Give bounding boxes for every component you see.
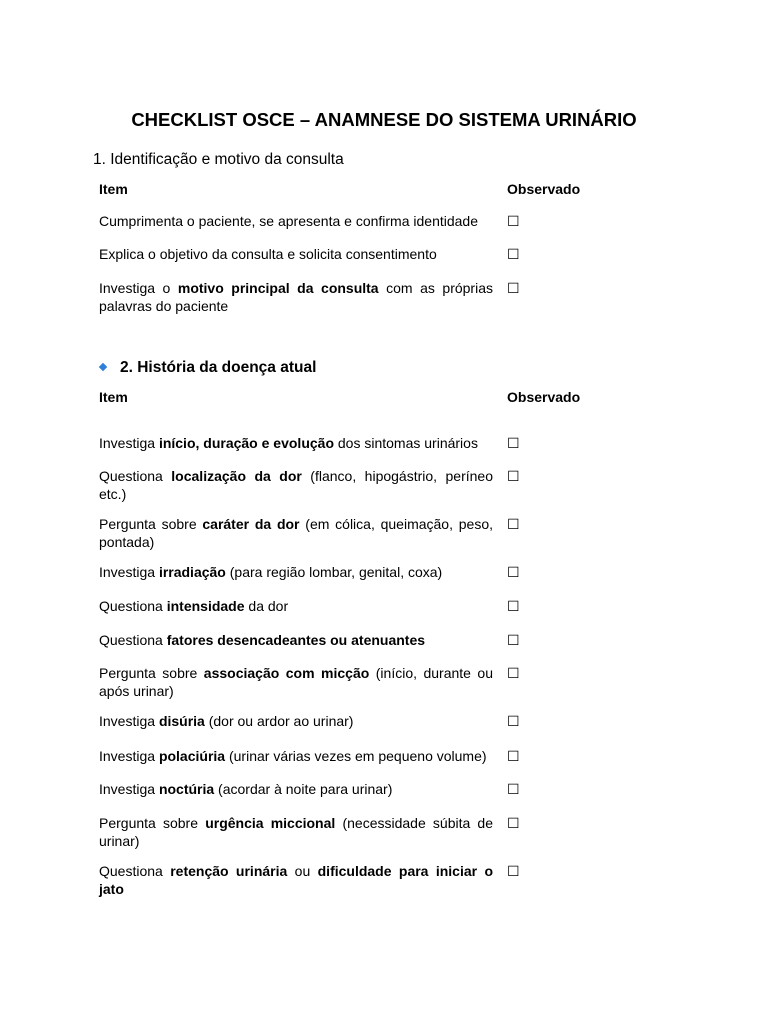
checkbox-icon[interactable]: ☐: [507, 599, 520, 615]
text: Questiona: [99, 863, 171, 879]
checklist-item-text: [99, 712, 507, 747]
table-row: [99, 664, 607, 712]
text: (urinar várias vezes em pequeno volume): [225, 748, 487, 764]
checklist-table: [99, 388, 607, 902]
column-header-observed: Observado: [507, 389, 581, 405]
checklist-item-text: [99, 862, 507, 902]
bold-text: localização da dor: [171, 468, 302, 484]
text: Investiga: [99, 713, 159, 729]
section-heading: 2. História da doença atual: [92, 358, 607, 378]
checklist-item-text: [99, 814, 507, 862]
section-heading: 1. Identificação e motivo da consulta: [93, 151, 344, 168]
diamond-bullet-icon: [99, 363, 107, 371]
text: (flanco, hipogástrio, períneo etc.): [99, 468, 493, 502]
text: Explica o objetivo da consulta e solicita consentimento: [99, 246, 437, 262]
text: (necessidade súbita de urinar): [99, 815, 494, 849]
text: (para região lombar, genital, coxa): [225, 564, 443, 580]
page-title: CHECKLIST OSCE – ANAMNESE DO SISTEMA URINÁRIO: [131, 109, 637, 130]
bold-text: dificuldade para iniciar o jato: [99, 863, 494, 897]
bold-text: início, duração e evolução: [158, 435, 334, 451]
table-row: [99, 780, 607, 814]
text: ou: [287, 863, 318, 879]
checklist-item-text: [99, 515, 507, 563]
text: com as próprias palavras do paciente: [99, 280, 493, 314]
text: (em cólica, queimação, peso, pontada): [99, 516, 494, 550]
checkbox-icon[interactable]: ☐: [507, 816, 520, 832]
checkbox-icon[interactable]: ☐: [507, 782, 520, 798]
checklist-item-text: [99, 631, 507, 664]
text: Investiga: [99, 748, 159, 764]
bold-text: polaciúria: [158, 748, 226, 764]
checkbox-icon[interactable]: ☐: [507, 436, 520, 452]
table-row: [99, 515, 607, 563]
checklist-item-text: [99, 245, 507, 279]
table-row: [99, 245, 607, 279]
column-header-item: Item: [99, 389, 128, 405]
text: Pergunta sobre: [99, 665, 204, 681]
column-header-item: Item: [99, 181, 128, 197]
text: Questiona: [99, 632, 167, 648]
table-row: [99, 631, 607, 664]
bold-text: noctúria: [158, 781, 215, 797]
text: dos sintomas urinários: [334, 435, 478, 451]
table-row: [99, 212, 607, 245]
text: Pergunta sobre: [99, 516, 203, 532]
section-identificacao: [93, 150, 607, 319]
text: Investiga: [99, 564, 159, 580]
text: Investiga: [99, 435, 159, 451]
table-row: [99, 597, 607, 631]
text: Pergunta sobre: [99, 815, 206, 831]
column-header-observed: Observado: [507, 181, 581, 197]
bold-text: caráter da dor: [202, 516, 300, 532]
checkbox-icon[interactable]: ☐: [507, 565, 520, 581]
checkbox-icon[interactable]: ☐: [507, 864, 520, 880]
bold-text: fatores desencadeantes ou atenuantes: [166, 632, 426, 648]
checklist-item-text: [99, 597, 507, 631]
bold-text: urgência miccional: [205, 815, 336, 831]
checklist-item-text: [99, 664, 507, 712]
text: Investiga: [99, 781, 159, 797]
bold-text: intensidade: [166, 598, 245, 614]
checkbox-icon[interactable]: ☐: [507, 469, 520, 485]
checklist-item-text: [99, 467, 507, 515]
bold-text: disúria: [158, 713, 205, 729]
table-row: [99, 563, 607, 597]
checkbox-icon[interactable]: ☐: [507, 666, 520, 682]
table-row: [99, 862, 607, 902]
text: (dor ou ardor ao urinar): [204, 713, 354, 729]
table-row: [99, 467, 607, 515]
table-row: [99, 814, 607, 862]
text: (início, durante ou após urinar): [99, 665, 493, 699]
section-historia: [93, 358, 607, 902]
checkbox-icon[interactable]: ☐: [507, 517, 520, 533]
text: Questiona: [99, 468, 172, 484]
checklist-item-text: [99, 434, 507, 467]
checklist-item-text: [99, 279, 507, 319]
table-row: [99, 434, 607, 467]
bold-text: associação com micção: [203, 665, 370, 681]
checklist-table: [99, 180, 607, 319]
bold-text: motivo principal da consulta: [177, 280, 379, 296]
checklist-item-text: [99, 563, 507, 597]
table-row: [99, 747, 607, 780]
table-row: [99, 279, 607, 319]
checklist-item-text: [99, 212, 507, 245]
text: Cumprimenta o paciente, se apresenta e confirma identidade: [99, 213, 478, 229]
checklist-item-text: [99, 747, 507, 780]
checkbox-icon[interactable]: ☐: [507, 214, 520, 230]
checklist-item-text: [99, 780, 507, 814]
bold-text: retenção urinária: [170, 863, 288, 879]
text: Investiga o: [99, 280, 178, 296]
checkbox-icon[interactable]: ☐: [507, 247, 520, 263]
checkbox-icon[interactable]: ☐: [507, 633, 520, 649]
checkbox-icon[interactable]: ☐: [507, 749, 520, 765]
text: (acordar à noite para urinar): [214, 781, 393, 797]
bold-text: irradiação: [158, 564, 226, 580]
text: Questiona: [99, 598, 167, 614]
checkbox-icon[interactable]: ☐: [507, 281, 520, 297]
text: da dor: [244, 598, 289, 614]
checkbox-icon[interactable]: ☐: [507, 714, 520, 730]
table-row: [99, 712, 607, 747]
